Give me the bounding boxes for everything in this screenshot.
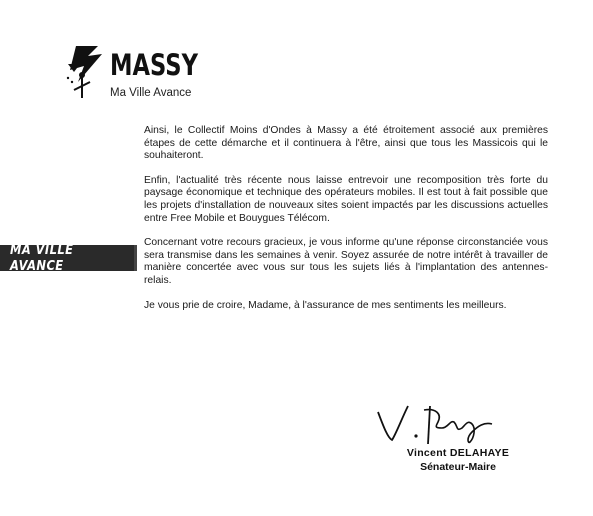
logo-tagline: Ma Ville Avance (110, 87, 192, 99)
signatory-title: Sénateur-Maire (420, 461, 496, 473)
logo-wordmark: MASSY (110, 48, 198, 82)
paragraph-2: Enfin, l'actualité très récente nous laisse entrevoir une recomposition très forte du paysage économique et technique des opérateurs mobiles. Il est tout à fait possible que les projets d'installation de nouveaux sites soient impactés par les discussions actuelles entre Free Mobile et Bouygues Télécom. (144, 174, 548, 224)
massy-emblem-icon (58, 42, 110, 104)
massy-logo (58, 42, 208, 104)
paragraph-1: Ainsi, le Collectif Moins d'Ondes à Massy a été étroitement associé aux premières étapes de cette démarche et il continuera à l'être, ainsi que tous les Massicois qui le souhaiteront. (144, 125, 548, 162)
handwritten-signature-icon (372, 398, 522, 448)
paragraph-3: Concernant votre recours gracieux, je vous informe qu'une réponse circonstanciée vous sera transmise dans les semaines à venir. Soyez assurée de notre intérêt à travailler de manière concertée avec vous sur tous les sujets liés à l'implantation des antennes-relais. (144, 237, 548, 286)
side-banner-text: MA VILLE AVANCE (10, 242, 74, 274)
letter-body (144, 125, 548, 324)
paragraph-4: Je vous prie de croire, Madame, à l'assurance de mes sentiments les meilleurs. (144, 299, 507, 311)
side-banner (0, 242, 137, 274)
signatory-name: Vincent DELAHAYE (406, 447, 510, 459)
